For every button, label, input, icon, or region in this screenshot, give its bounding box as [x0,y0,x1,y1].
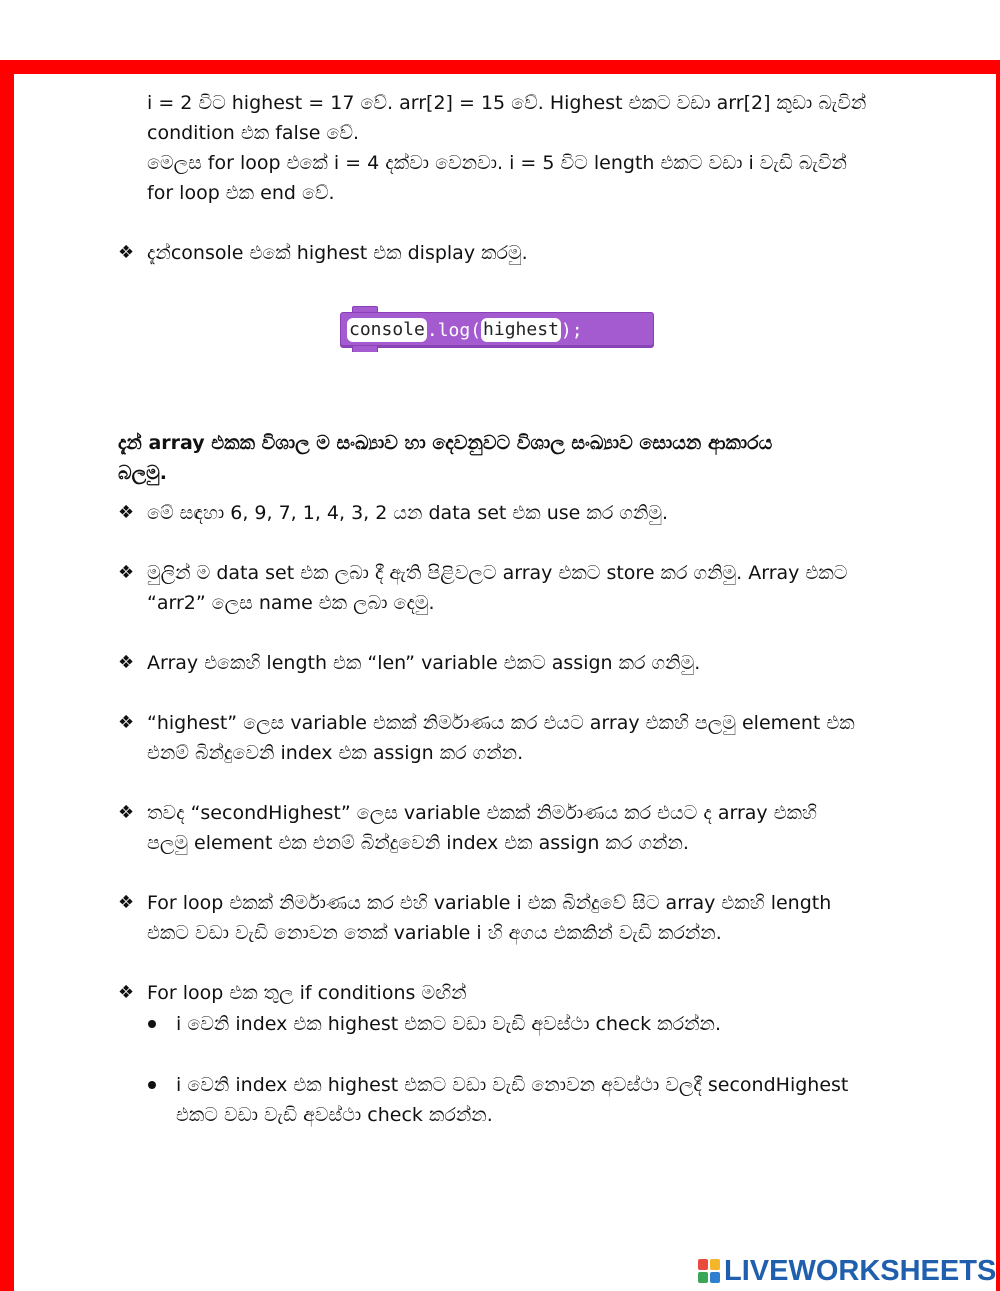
sub-bullet-2-line-2: එකට වඩා වැඩි අවස්ථා check කරන්න. [176,1104,493,1126]
bullet-6-line-1: For loop එකක් නිර්මාණය කර එහි variable i එක බින්දුවේ සිට array එකහි length [147,892,832,914]
diamond-bullet-icon: ❖ [118,892,135,913]
block-tab [352,346,378,352]
bullet-1-line-1: මේ සඳහා 6, 9, 7, 1, 4, 3, 2 යන data set එක use කර ගනිමු. [147,502,669,524]
console-log-code-block[interactable] [340,312,654,348]
code-block-row [347,317,583,343]
section-heading-line-2: බලමු. [118,462,167,484]
diamond-bullet-icon: ❖ [118,652,135,673]
logo-text: LIVEWORKSHEETS [724,1254,997,1287]
bullet-6-line-2: එකට වඩා වැඩි නොවන තෙක් variable i හි අගය එකකින් වැඩි කරන්න. [147,922,722,944]
bullet-3-line-1: Array එකෙහි length එක “len” variable එකට assign කර ගනිමු. [147,652,701,674]
highest-arg-field[interactable]: highest [483,319,559,340]
log-method-text: .log( [426,319,482,341]
diamond-bullet-icon: ❖ [118,802,135,823]
bullet-4-line-1: “highest” ලෙස variable එකක් නිර්මාණය කර එයට array එකහි පලමු element එක [147,712,855,734]
bullet-2-line-2: “arr2” ලෙස name එක ලබා දෙමු. [147,592,435,614]
diamond-bullet-icon: ❖ [118,502,135,523]
console-field[interactable]: console [349,319,425,340]
worksheet-page [14,74,996,1291]
diamond-bullet-icon: ❖ [118,982,135,1003]
liveworksheets-logo-icon [698,1259,720,1283]
display-bullet-text: දැන්console එකේ highest එක display කරමු. [147,242,528,264]
liveworksheets-logo [698,1256,996,1286]
intro-line-4: for loop එක end වේ. [147,182,335,204]
diamond-bullet-icon: ❖ [118,712,135,733]
bullet-2-line-1: මුලින් ම data set එක ලබා දී ඇති පිළිවලට array එකට store කර ගනිමු. Array එකට [147,562,848,584]
diamond-bullet-icon: ❖ [118,562,135,583]
sub-bullet-1-line-1: i වෙනි index එක highest එකට වඩා වැඩි අවස්ථා check කරන්න. [176,1013,721,1035]
intro-line-1: i = 2 විට highest = 17 වේ. arr[2] = 15 වේ. Highest එකට වඩා arr[2] කුඩා බැවින් [147,92,867,114]
bullet-5-line-2: පලමු element එක එනම් බින්දුවෙනි index එක assign කර ගන්න. [147,832,689,854]
bullet-4-line-2: එනම් බින්දුවෙනි index එක assign කර ගන්න. [147,742,524,764]
round-bullet-icon [148,1081,156,1089]
section-heading-line-1: දැන් array එකක විශාල ම සංඛ්‍යාව හා දෙවනුවට විශාල සංඛ්‍යාව සොයන ආකාරය [118,432,773,454]
sub-bullet-2-line-1: i වෙනි index එක highest එකට වඩා වැඩි නොවන අවස්ථා වලදී secondHighest [176,1074,849,1096]
round-bullet-icon [148,1020,156,1028]
red-page-border [0,60,1000,1291]
intro-line-2: condition එක false වේ. [147,122,360,144]
intro-line-3: මෙලස for loop එකේ i = 4 දක්වා වෙනවා. i = 5 විට length එකට වඩා i වැඩි බැවින් [147,152,847,174]
statement-end-text: ); [560,319,583,341]
bullet-7-line-1: For loop එක තුල if conditions මඟින් [147,982,467,1004]
diamond-bullet-icon: ❖ [118,242,135,263]
bullet-5-line-1: තවද “secondHighest” ලෙස variable එකක් නිර්මාණය කර එයට ද array එකහි [147,802,817,824]
